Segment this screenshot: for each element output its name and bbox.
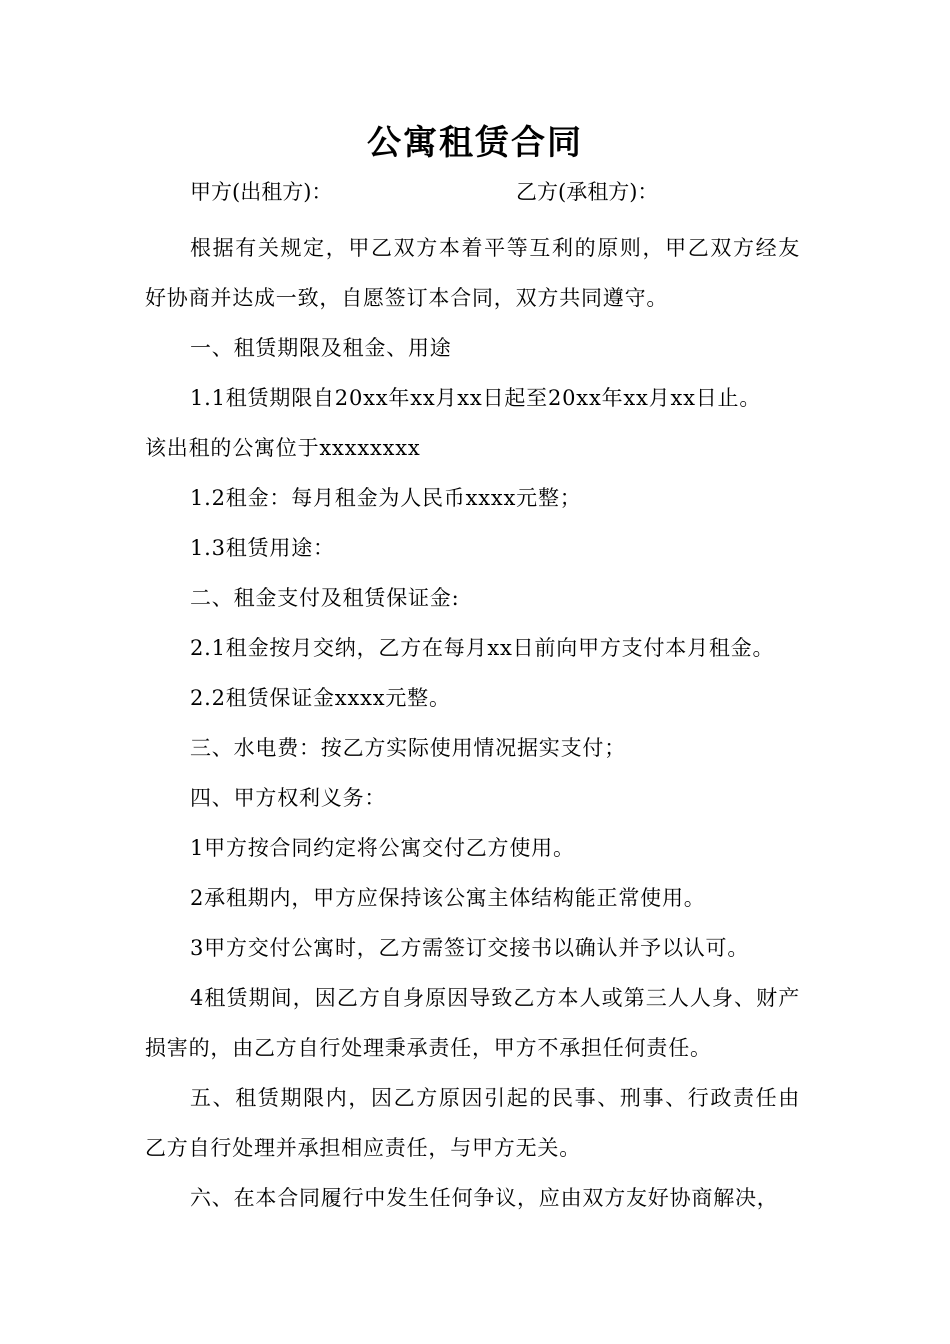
paragraph-preamble: 根据有关规定，甲乙双方本着平等互利的原则，甲乙双方经友好协商并达成一致，自愿签订本合同，双方共同遵守。 <box>145 236 800 310</box>
clause-4-4: 4租赁期间，因乙方自身原因导致乙方本人或第三人人身、财产损害的，由乙方自行处理秉承责任，甲方不承担任何责任。 <box>145 986 800 1060</box>
party-b-label: 乙方(承租方)： <box>516 180 659 204</box>
section-5: 五、租赁期限内，因乙方原因引起的民事、刑事、行政责任由乙方自行处理并承担相应责任，与甲方无关。 <box>145 1086 800 1160</box>
clause-4-2: 2承租期内，甲方应保持该公寓主体结构能正常使用。 <box>190 886 706 910</box>
contract-body <box>145 223 800 1223</box>
clause-1-2: 1.2租金：每月租金为人民币xxxx元整； <box>190 486 582 510</box>
clause-2-1: 2.1租金按月交纳，乙方在每月xx日前向甲方支付本月租金。 <box>190 636 775 660</box>
heading-section-3: 三、水电费：按乙方实际使用情况据实支付； <box>190 736 626 760</box>
clause-1-3: 1.3租赁用途： <box>190 536 335 560</box>
heading-section-1: 一、租赁期限及租金、用途 <box>190 336 452 360</box>
clause-4-1: 1甲方按合同约定将公寓交付乙方使用。 <box>190 836 575 860</box>
document-title: 公寓租赁合同 <box>367 123 583 163</box>
heading-section-4: 四、甲方权利义务： <box>190 786 387 810</box>
clause-2-2: 2.2租赁保证金xxxx元整。 <box>190 686 451 710</box>
party-a-label: 甲方(出租方)： <box>190 180 333 204</box>
clause-1-1: 1.1租赁期限自20xx年xx月xx日起至20xx年xx月xx日止。 <box>190 386 762 410</box>
clause-1-1-location: 该出租的公寓位于xxxxxxxx <box>145 436 421 460</box>
clause-4-3: 3甲方交付公寓时，乙方需签订交接书以确认并予以认可。 <box>190 936 750 960</box>
section-6: 六、在本合同履行中发生任何争议，应由双方友好协商解决， <box>190 1186 779 1210</box>
heading-section-2: 二、租金支付及租赁保证金: <box>190 586 460 610</box>
parties-line <box>190 172 810 212</box>
